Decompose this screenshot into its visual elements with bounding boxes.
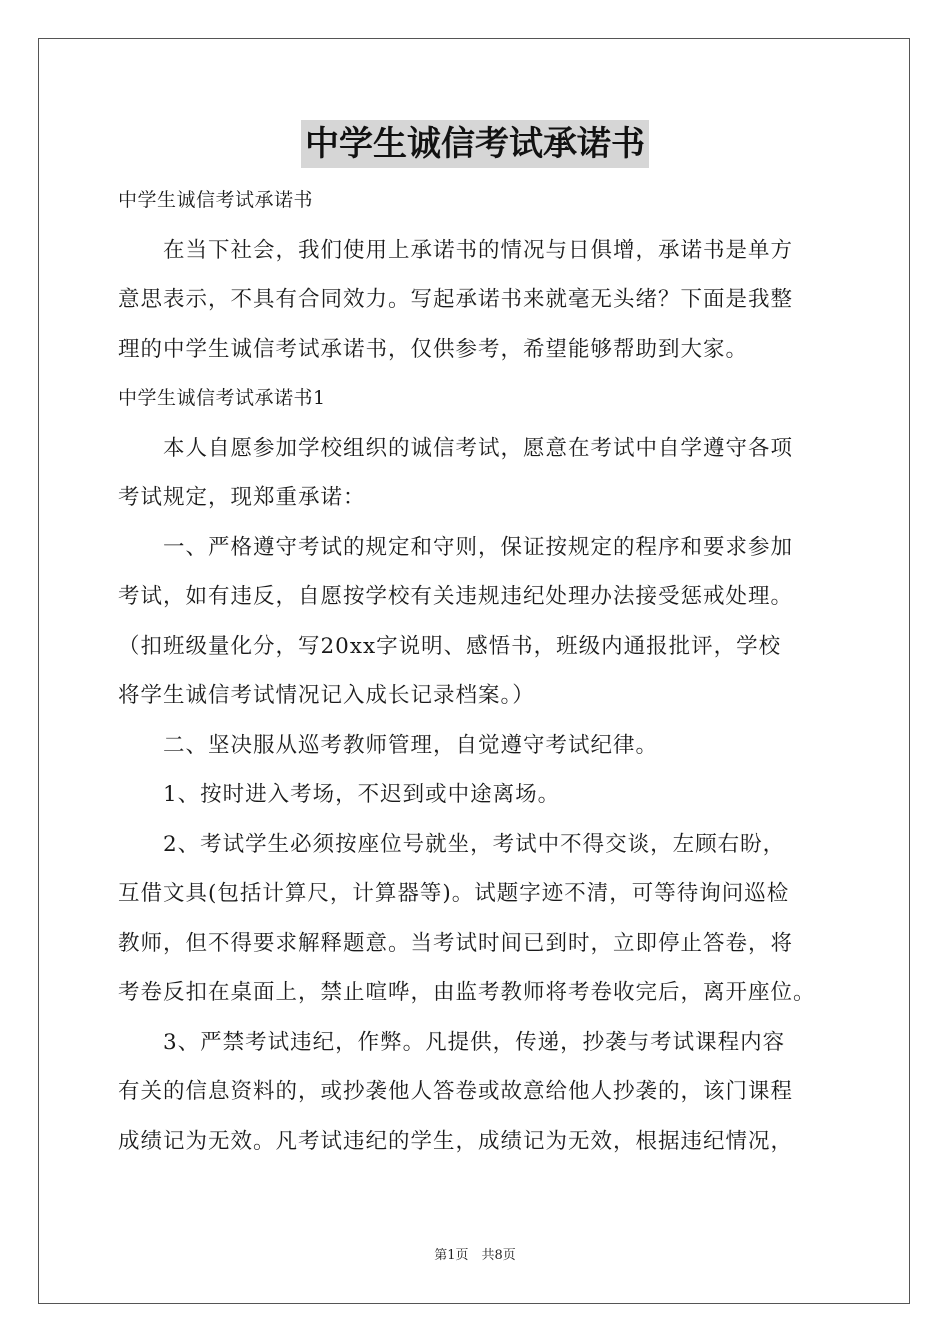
text-line: 考试规定，现郑重承诺：	[118, 485, 366, 510]
text-line: 理的中学生诚信考试承诺书，仅供参考，希望能够帮助到大家。	[118, 336, 749, 362]
text-line: 2、考试学生必须按座位号就坐，考试中不得交谈，左顾右盼，	[163, 831, 786, 857]
text-line: 成绩记为无效。凡考试违纪的学生，成绩记为无效，根据违纪情况，	[118, 1128, 794, 1154]
text-line: 将学生诚信考试情况记入成长记录档案。）	[118, 683, 535, 708]
text-line: 中学生诚信考试承诺书	[118, 189, 314, 211]
text-line: （扣班级量化分，写20xx字说明、感悟书，班级内通报批评，学校	[118, 633, 782, 659]
text-line: 中学生诚信考试承诺书1	[118, 387, 326, 409]
text-line: 互借文具(包括计算尺，计算器等)。试题字迹不清，可等待询问巡检	[118, 881, 790, 906]
text-line: 二、坚决服从巡考教师管理，自觉遵守考试纪律。	[163, 732, 659, 758]
text-line: 在当下社会，我们使用上承诺书的情况与日俱增，承诺书是单方	[163, 237, 794, 263]
text-line: 考试，如有违反，自愿按学校有关违规违纪处理办法接受惩戒处理。	[118, 584, 794, 609]
page-footer	[0, 1244, 950, 1263]
document-title: 中学生诚信考试承诺书	[301, 120, 649, 168]
text-line: 意思表示，不具有合同效力。写起承诺书来就毫无头绪？下面是我整	[118, 287, 794, 312]
text-line: 3、严禁考试违纪，作弊。凡提供，传递，抄袭与考试课程内容	[163, 1029, 786, 1055]
text-line: 一、严格遵守考试的规定和守则，保证按规定的程序和要求参加	[163, 534, 794, 560]
text-line: 教师，但不得要求解释题意。当考试时间已到时，立即停止答卷，将	[118, 930, 794, 956]
title-container	[0, 120, 950, 168]
text-line: 有关的信息资料的，或抄袭他人答卷或故意给他人抄袭的，该门课程	[118, 1079, 794, 1104]
page-number: 第1页 共8页	[434, 1248, 516, 1263]
text-line: 1、按时进入考场，不迟到或中途离场。	[163, 782, 561, 807]
text-line: 本人自愿参加学校组织的诚信考试，愿意在考试中自学遵守各项	[163, 435, 794, 461]
text-line: 考卷反扣在桌面上，禁止喧哗，由监考教师将考卷收完后，离开座位。	[118, 980, 816, 1005]
document-body	[118, 176, 834, 1166]
